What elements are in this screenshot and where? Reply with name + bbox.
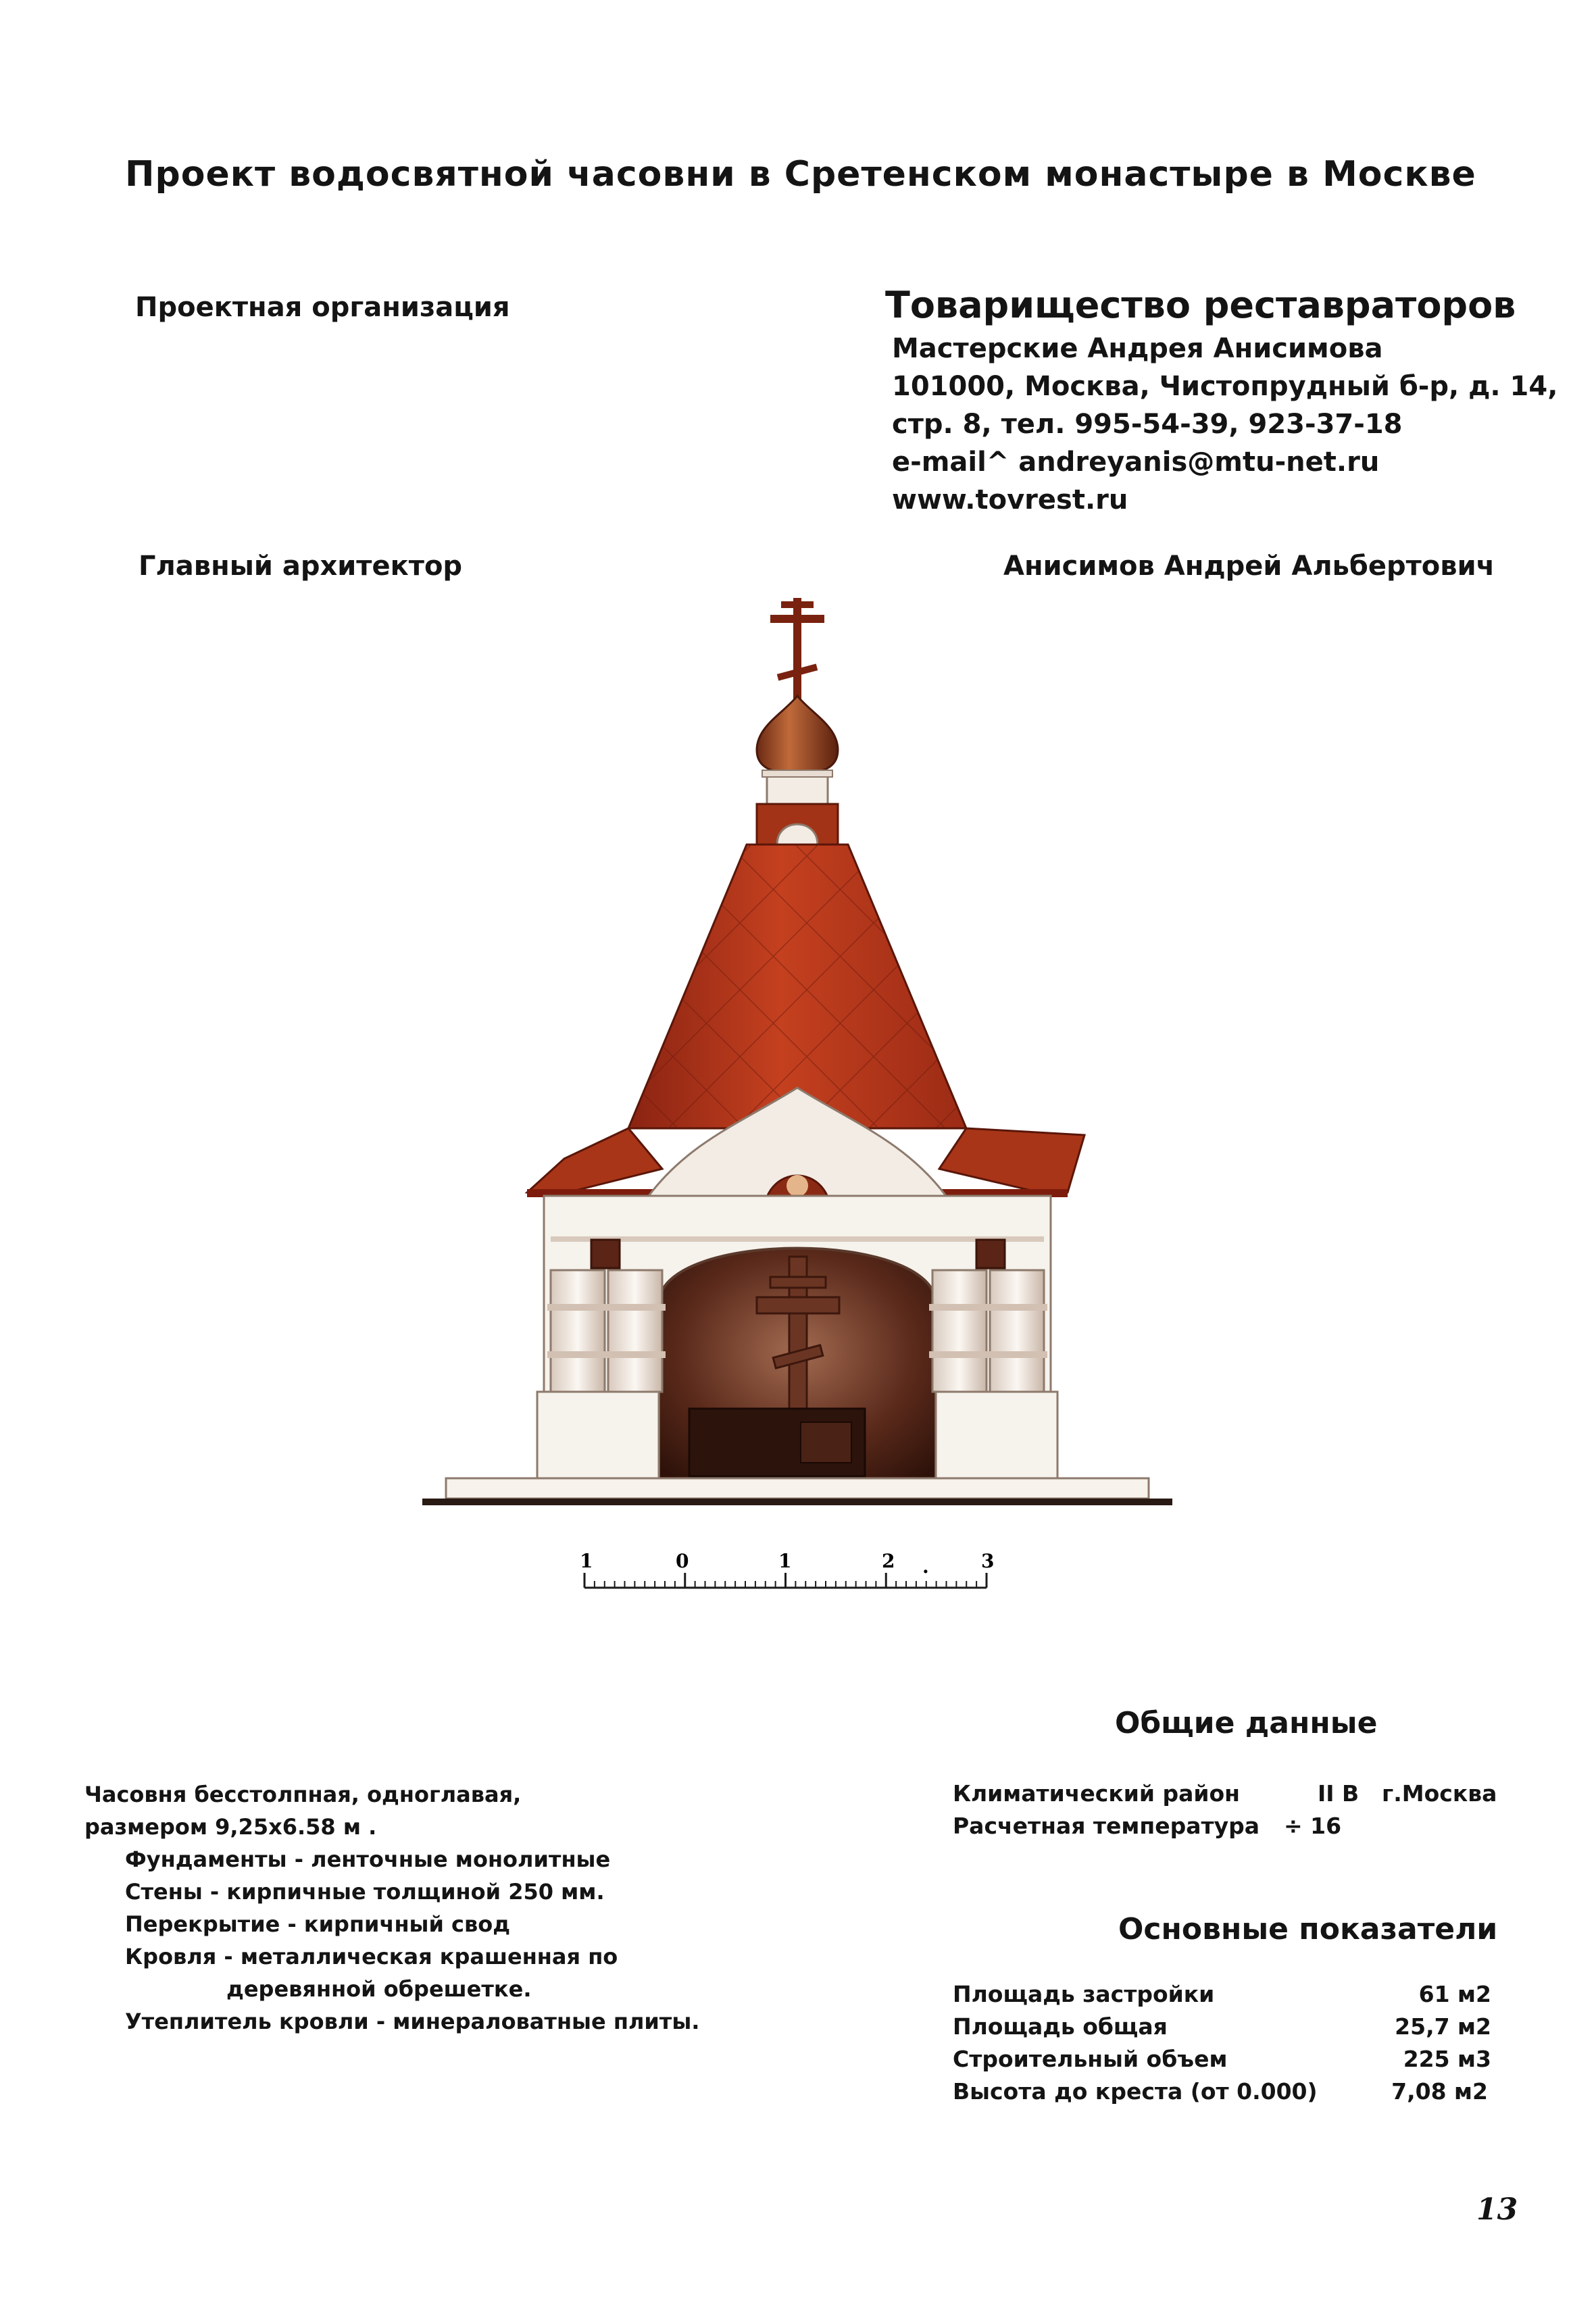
- chief-architect-name: Анисимов Андрей Альбертович: [1003, 551, 1495, 582]
- dome-drum: [767, 774, 828, 807]
- description-line: Перекрытие - кирпичный свод: [125, 1911, 511, 1937]
- onion-dome: [757, 696, 838, 774]
- window-left: [591, 1240, 620, 1268]
- org-email: e-mail^ andreyanis@mtu-net.ru: [892, 447, 1380, 478]
- scale-bar: [568, 1547, 1014, 1615]
- tent-roof: [628, 845, 966, 1128]
- plinth: [537, 1392, 659, 1480]
- description-block: [84, 1778, 699, 2038]
- indicator-value: 225 м3: [1403, 2046, 1491, 2072]
- general-data-value: II В: [1318, 1780, 1360, 1807]
- window-right: [976, 1240, 1005, 1268]
- chief-architect-label: Главный архитектор: [139, 551, 463, 582]
- description-line: Кровля - металлическая крашенная по: [125, 1944, 618, 1969]
- scale-label: .: [922, 1555, 929, 1578]
- scale-label: 1: [580, 1550, 593, 1572]
- indicator-value: 25,7 м2: [1395, 2013, 1491, 2040]
- org-address: 101000, Москва, Чистопрудный б-р, д. 14,: [892, 371, 1558, 402]
- indicator-value: 61 м2: [1418, 1981, 1491, 2007]
- description-line: Часовня бесстолпная, одноглавая,: [84, 1782, 522, 1807]
- org-workshop: Мастерские Андрея Анисимова: [892, 333, 1383, 364]
- indicators-heading: Основные показатели: [1118, 1912, 1498, 1946]
- general-data-note: г.Москва: [1382, 1780, 1497, 1807]
- page-title: Проект водосвятной часовни в Сретенском монастыре в Москве: [125, 154, 1476, 195]
- description-line: Фундаменты - ленточные монолитные: [125, 1846, 611, 1872]
- lower-roof-left: [527, 1128, 662, 1196]
- description-line: Утеплитель кровли - минераловатные плиты.: [125, 2009, 700, 2034]
- chapel-elevation-drawing: [405, 588, 1189, 1520]
- indicator-label: Площадь общая: [953, 2013, 1168, 2040]
- ground-step: [446, 1478, 1149, 1499]
- general-data-label: Расчетная температура: [953, 1813, 1260, 1839]
- project-org-name: Товарищество реставраторов: [885, 284, 1516, 326]
- scale-label: 2: [882, 1550, 895, 1572]
- scale-label: 1: [778, 1550, 792, 1572]
- page-number: 13: [1476, 2192, 1518, 2227]
- indicator-label: Площадь застройки: [953, 1981, 1215, 2007]
- description-line: Стены - кирпичные толщиной 250 мм.: [125, 1879, 605, 1905]
- lower-roof-right: [939, 1128, 1084, 1196]
- project-org-details: [892, 330, 1557, 519]
- top-cross: [770, 598, 824, 699]
- ground-line: [422, 1499, 1172, 1505]
- org-website: www.tovrest.ru: [892, 484, 1128, 515]
- org-phone: стр. 8, тел. 995-54-39, 923-37-18: [892, 409, 1403, 440]
- description-line: размером 9,25х6.58 м .: [84, 1814, 377, 1840]
- scale-label: 0: [676, 1550, 689, 1572]
- general-data-label: Климатический район: [953, 1780, 1240, 1807]
- general-data-value: ÷ 16: [1284, 1813, 1342, 1839]
- description-line: деревянной обрешетке.: [226, 1976, 532, 2002]
- indicator-value: 7,08 м2: [1391, 2078, 1488, 2105]
- general-data-heading: Общие данные: [1115, 1706, 1378, 1740]
- project-org-label: Проектная организация: [135, 292, 510, 323]
- indicator-label: Строительный объем: [953, 2046, 1228, 2072]
- indicator-label: Высота до креста (от 0.000): [953, 2078, 1318, 2105]
- scale-label: 3: [981, 1550, 995, 1572]
